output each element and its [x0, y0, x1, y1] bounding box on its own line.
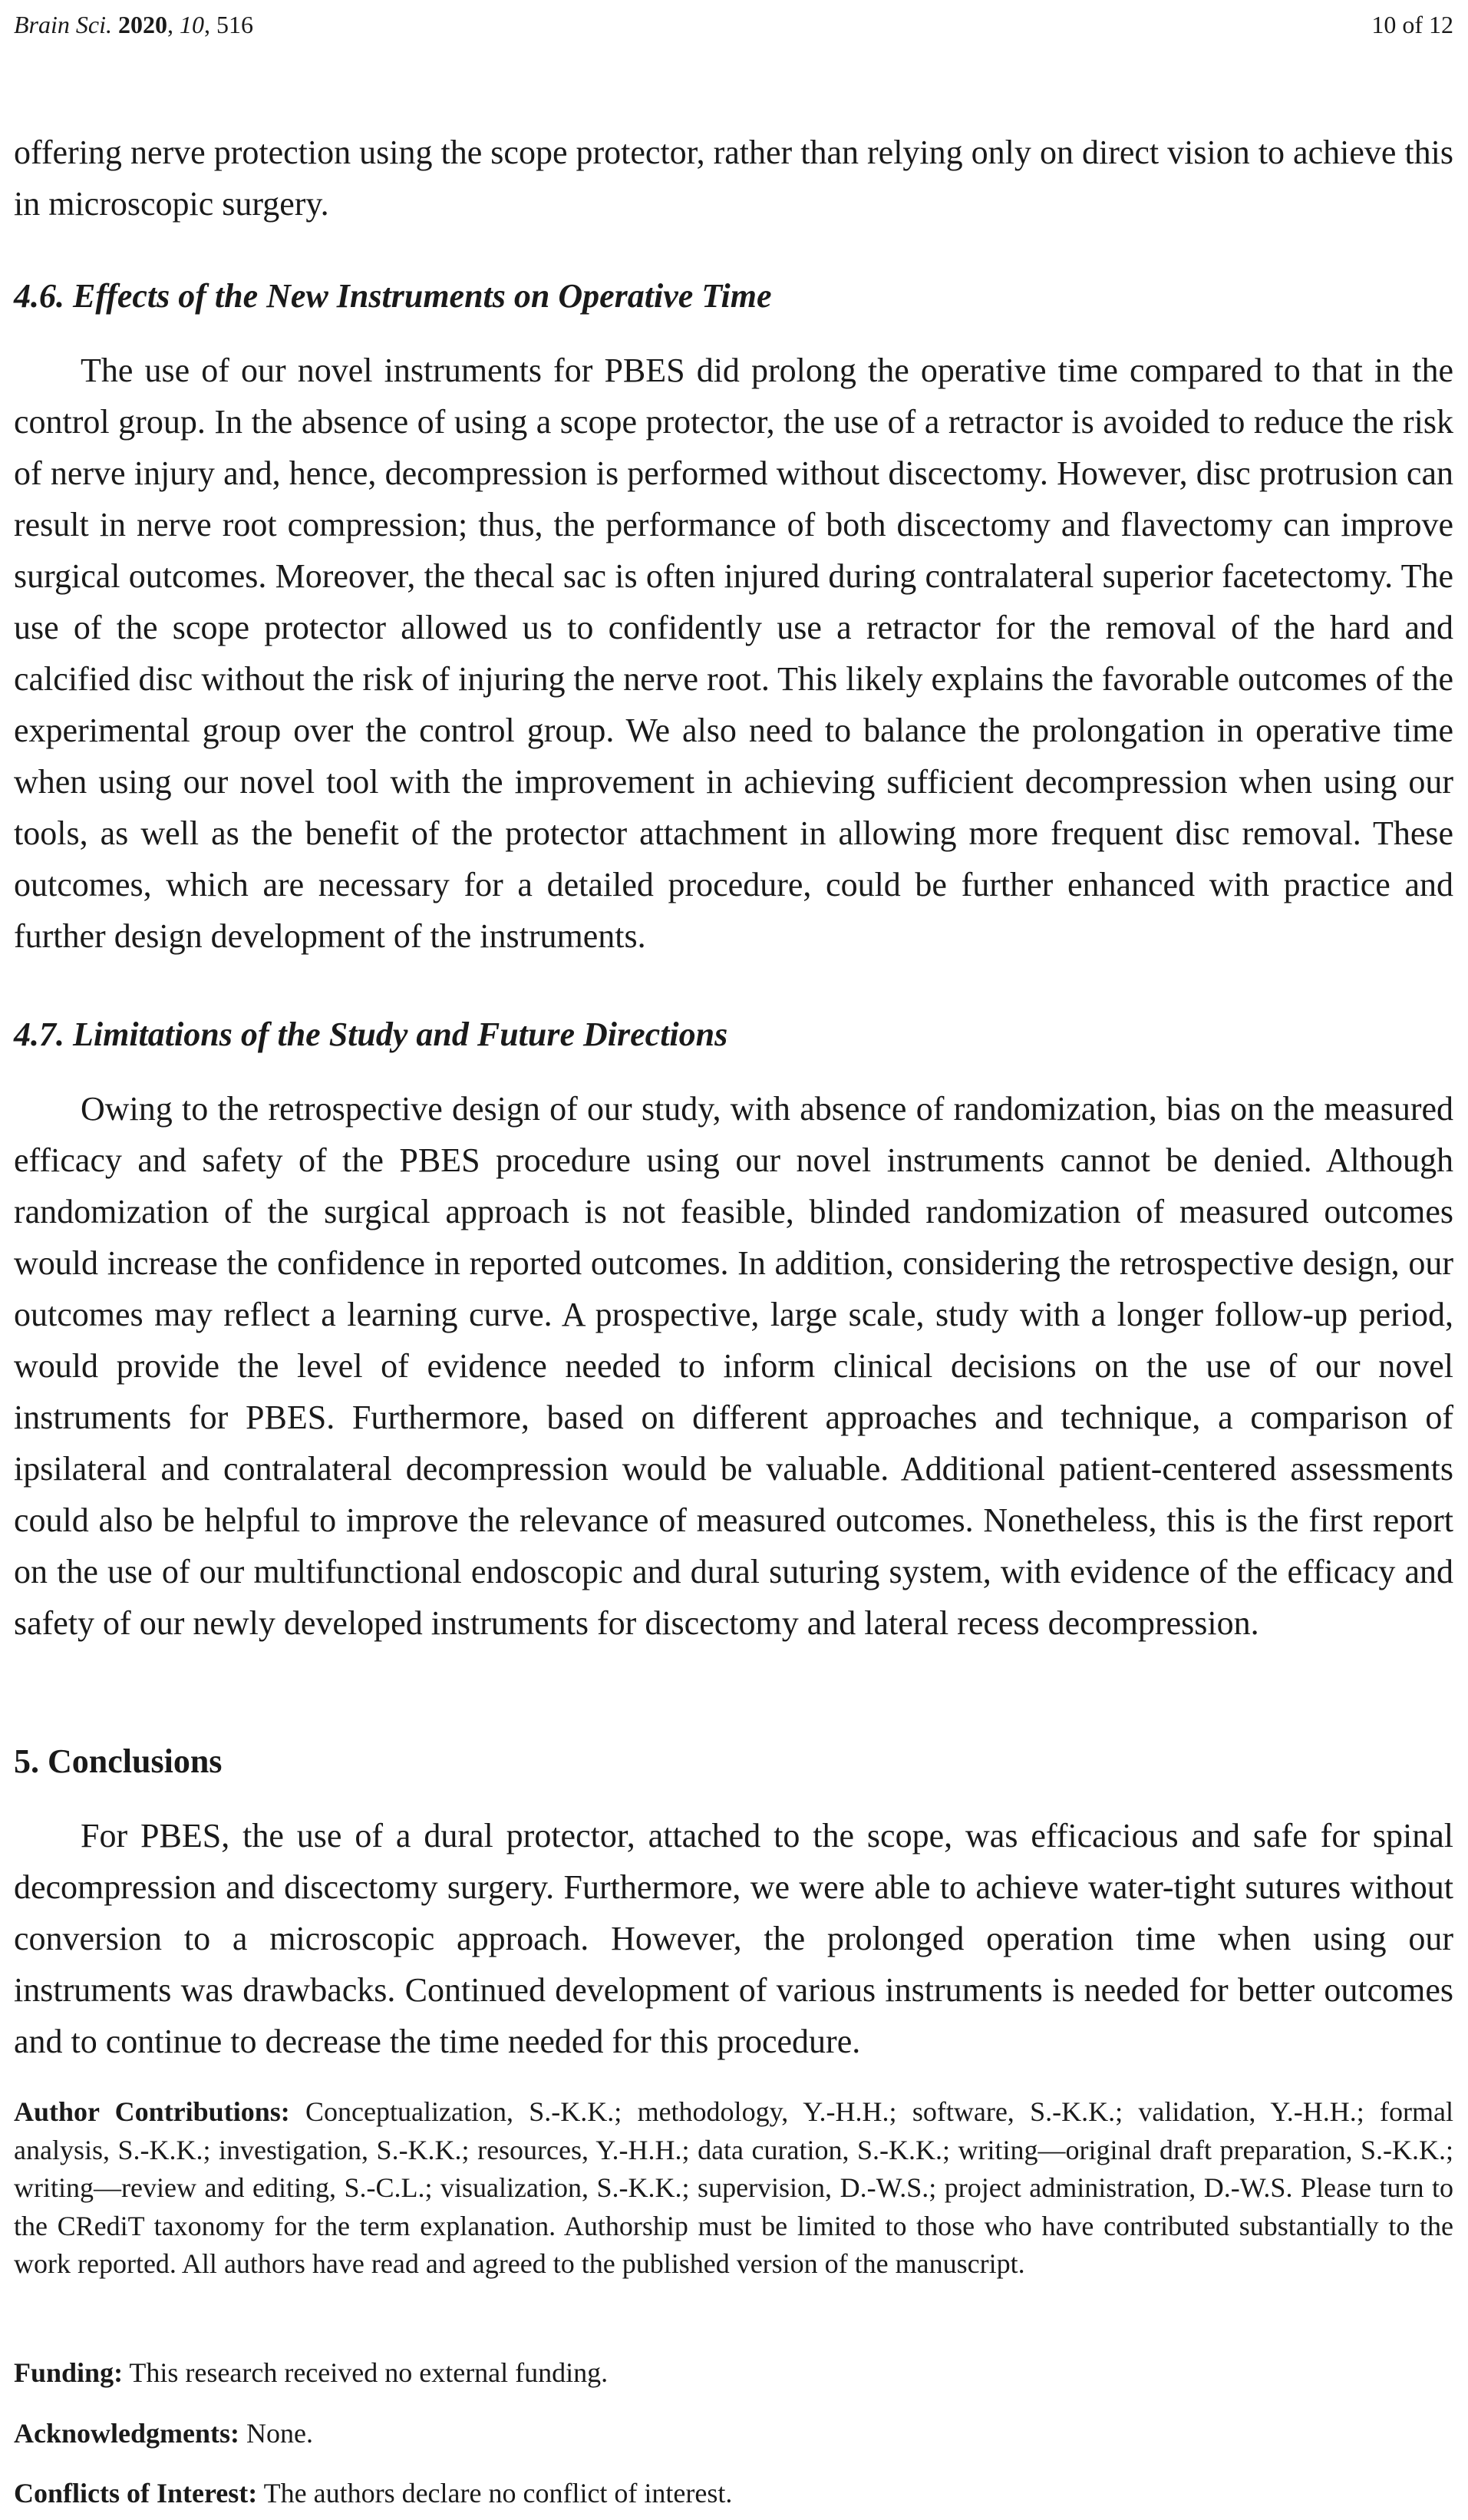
journal-citation: Brain Sci. 2020, 10, 516 [14, 11, 253, 38]
funding-text: This research received no external funding. [123, 2357, 609, 2388]
author-contributions [14, 2093, 1453, 2284]
page-number: 10 of 12 [1371, 11, 1453, 38]
section-4-6-heading: 4.6. Effects of the New Instruments on Operative Time [14, 277, 772, 315]
journal-volume: 10 [179, 11, 204, 38]
section-4-7-heading: 4.7. Limitations of the Study and Future Directions [14, 1016, 728, 1053]
acknowledgments-statement [14, 2415, 1453, 2453]
section-4-7-paragraph: Owing to the retrospective design of our study, with absence of randomization, bias on the measured efficacy and safety of the PBES procedure using our novel instruments cannot be denied. Although randomization of the surgical approach is not feasible, blinded randomization of measured outcomes would increase the confidence in reported outcomes. In addition, considering the retrospective design, our outcomes may reflect a learning curve. A prospective, large scale, study with a longer follow-up period, would provide the level of evidence needed to inform clinical decisions on the use of our novel instruments for PBES. Furthermore, based on different approaches and technique, a comparison of ipsilateral and contralateral decompression would be valuable. Additional patient-centered assessments could also be helpful to improve the relevance of measured outcomes. Nonetheless, this is the first report on the use of our multifunctional endoscopic and dural suturing system, with evidence of the efficacy and safety of our newly developed instruments for discectomy and lateral recess decompression. [14, 1090, 1453, 1642]
author-contributions-label: Author Contributions: [14, 2096, 290, 2127]
acknowledgments-text: None. [239, 2418, 313, 2449]
section-5-heading: 5. Conclusions [14, 1742, 223, 1780]
author-contributions-text: Conceptualization, S.-K.K.; methodology, Y.-H.H.; software, S.-K.K.; validation, Y.-H.H.; formal analysis, S.-K.K.; investigation, S.-K.K.; resources, Y.-H.H.; data curation, S.-K.K.; writing—original draft preparation, S.-K.K.; writing—review and editing, S.-C.L.; visualization, S.-K.K.; supervision, D.-W.S.; project administration, D.-W.S. Please turn to the CRediT taxonomy for the term explanation. Authorship must be limited to those who have contributed substantially to the work reported. All authors have read and agreed to the published version of the manuscript. [14, 2096, 1453, 2279]
continuation-paragraph: offering nerve protection using the scope protector, rather than relying only on direct vision to achieve this in microscopic surgery. [14, 134, 1453, 223]
funding-statement [14, 2354, 1453, 2393]
conflicts-statement [14, 2475, 1453, 2513]
conflicts-text: The authors declare no conflict of interest. [257, 2478, 733, 2508]
paper-page [14, 0, 1453, 2520]
journal-name: Brain Sci. [14, 11, 112, 38]
section-5-paragraph: For PBES, the use of a dural protector, attached to the scope, was efficacious and safe for spinal decompression and discectomy surgery. Furthermore, we were able to achieve water-tight sutures without conversion to a microscopic approach. However, the prolonged operation time when using our instruments was drawbacks. Continued development of various instruments is needed for better outcomes and to continue to decrease the time needed for this procedure. [14, 1817, 1453, 2060]
funding-label: Funding: [14, 2357, 124, 2388]
article-number: , 516 [203, 11, 253, 38]
running-header [14, 9, 1453, 40]
journal-year: 2020 [117, 11, 167, 38]
acknowledgments-label: Acknowledgments: [14, 2418, 239, 2449]
section-4-6-paragraph: The use of our novel instruments for PBES did prolong the operative time compared to that in the control group. In the absence of using a scope protector, the use of a retractor is avoided to reduce the risk of nerve injury and, hence, decompression is performed without discectomy. However, disc protrusion can result in nerve root compression; thus, the performance of both discectomy and flavectomy can improve surgical outcomes. Moreover, the thecal sac is often injured during contralateral superior facetectomy. The use of the scope protector allowed us to confidently use a retractor for the removal of the hard and calcified disc without the risk of injuring the nerve root. This likely explains the favorable outcomes of the experimental group over the control group. We also need to balance the prolongation in operative time when using our novel tool with the improvement in achieving sufficient decompression when using our tools, as well as the benefit of the protector attachment in allowing more frequent disc removal. These outcomes, which are necessary for a detailed procedure, could be further enhanced with practice and further design development of the instruments. [14, 352, 1454, 955]
conflicts-label: Conflicts of Interest: [14, 2478, 258, 2508]
